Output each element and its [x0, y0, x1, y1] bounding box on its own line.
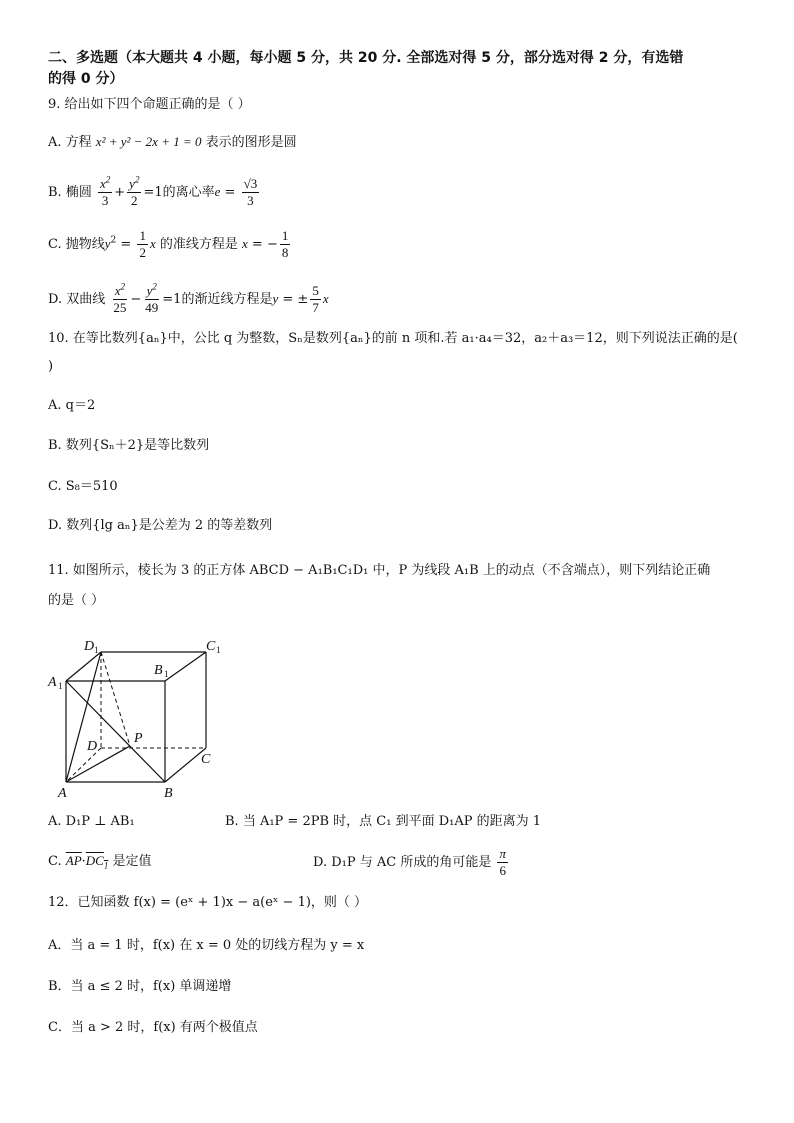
frac-5-7: $\frac{5}{7}$ [312, 283, 319, 315]
label-P: P [134, 731, 143, 746]
label-D: D [87, 739, 98, 754]
section-title: 二、多选题（本大题共 4 小题，每小题 5 分，共 20 分. 全部选对得 5 分，部分选对得 2 分，有选错 [48, 50, 684, 66]
q11-option-b: B. 当 A₁P = 2PB 时，点 C₁ 到平面 D₁AP 的距离为 1 [225, 814, 542, 829]
q11-option-c: C. $\overline{AP}\cdot DC_1$ 是定值 [48, 853, 152, 871]
frac-x2-25: $\frac{x^2}{25}$ [113, 281, 127, 315]
label-B: B [164, 786, 173, 801]
frac-y2-49: $\frac{y^2}{49}$ [145, 281, 159, 315]
label-C: C [201, 752, 211, 767]
frac-x2-3: $\frac{x^2}{3}$ [99, 174, 111, 208]
section-title-cont: 的得 0 分） [48, 71, 124, 87]
svg-text:1: 1 [164, 669, 169, 679]
label-C1: C [206, 639, 216, 654]
q11-option-d: D. D₁P 与 AC 所成的角可能是 $\frac{\pi}{6}$ [313, 846, 506, 878]
q12-stem: 12．已知函数 f(x) = (eˣ + 1)x − a(eˣ − 1)，则（ ） [48, 895, 368, 910]
label-B1: B [154, 663, 163, 678]
svg-text:1: 1 [94, 645, 99, 655]
q10-stem: 10. 在等比数列{aₙ}中，公比 q 为整数，Sₙ是数列{aₙ}的前 n 项和.若 a₁·a₄＝32，a₂＋a₃＝12，则下列说法正确的是( [48, 331, 738, 346]
frac-1-8: $\frac{1}{8}$ [281, 228, 289, 260]
q10-option-a: A. q＝2 [48, 398, 96, 413]
q9-option-a: A. 方程 x² + y² − 2x + 1 = 0 表示的图形是圆 [48, 134, 297, 150]
q10-option-c: C. S₈＝510 [48, 479, 118, 494]
q9-option-c: C. 抛物线$y^2$ = $\frac{1}{2}$ x 的准线方程是 x = − $\frac{1}{8}$ [48, 228, 289, 260]
q9-option-d: D. 双曲线 $\frac{x^2}{25}$ − $\frac{y^2}{49}$ =1的渐近线方程是y = ± $\frac{5}{7}$ x [48, 281, 329, 315]
q12-option-a: A．当 a = 1 时，f(x) 在 x = 0 处的切线方程为 y = x [48, 938, 365, 953]
label-D1: D [84, 639, 95, 654]
q9-stem: 9. 给出如下四个命题正确的是（ ） [48, 97, 251, 112]
frac-1-2: $\frac{1}{2}$ [139, 228, 146, 260]
q11-stem-cont: 的是（ ） [48, 593, 105, 608]
frac-y2-2: $\frac{y^2}{2}$ [129, 174, 140, 208]
q12-option-b: B．当 a ≤ 2 时，f(x) 单调递增 [48, 979, 232, 994]
q12-option-c: C．当 a > 2 时，f(x) 有两个极值点 [48, 1020, 258, 1035]
cube-figure [40, 630, 240, 802]
svg-text:1: 1 [216, 645, 221, 655]
label-A: A [58, 786, 67, 801]
q10-stem-cont: ) [48, 359, 54, 374]
q10-option-b: B. 数列{Sₙ＋2}是等比数列 [48, 438, 210, 453]
q9-option-b: B. 椭圆 $\frac{x^2}{3}$ + $\frac{y^2}{2}$ =1的离心率e = $\frac{√3}{3}$ [48, 174, 258, 208]
q11-option-a: A. D₁P ⊥ AB₁ [48, 814, 135, 829]
q10-option-d: D. 数列{lg aₙ}是公差为 2 的等差数列 [48, 518, 273, 533]
svg-text:1: 1 [58, 681, 63, 691]
label-A1: A [48, 675, 57, 690]
frac-sqrt3-3: $\frac{√3}{3}$ [243, 176, 258, 208]
frac-pi-6: $\frac{\pi}{6}$ [499, 846, 506, 878]
q11-stem: 11. 如图所示，棱长为 3 的正方体 ABCD − A₁B₁C₁D₁ 中，P 为线段 A₁B 上的动点（不含端点），则下列结论正确 [48, 563, 711, 578]
